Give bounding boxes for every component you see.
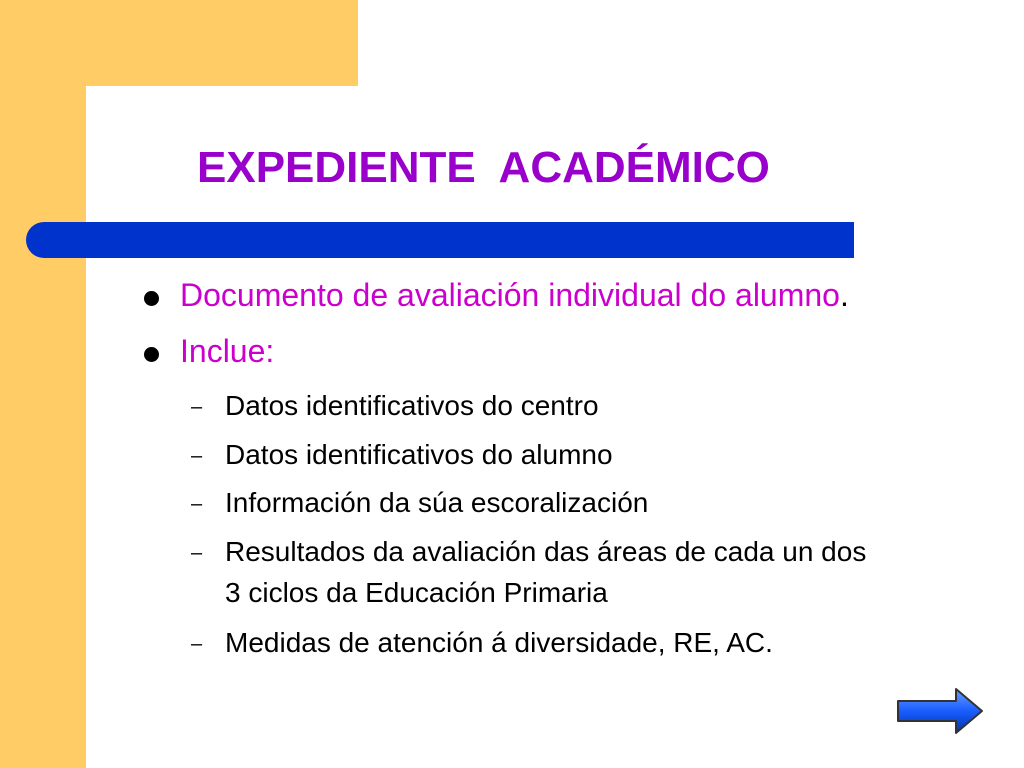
sub-item-3: Información da súa escoralización	[225, 487, 649, 518]
sub-item-5-text: Medidas de atención á diversidade, RE, AC	[225, 627, 766, 658]
bullet-dot	[144, 291, 159, 306]
sub-item-dash: –	[191, 542, 203, 564]
sub-item-4-line-1: Resultados da avaliación das áreas de cada un dos	[225, 536, 867, 567]
sub-item-dash: –	[191, 445, 203, 467]
bullet-item-2: Inclue:	[180, 333, 275, 369]
sub-item-dash: –	[191, 493, 203, 515]
bullet-dot	[144, 347, 159, 362]
right-arrow-icon	[896, 687, 984, 735]
bullet-item-1-text: Documento de avaliación individual do alumno	[180, 277, 840, 313]
bullet-item-1	[180, 276, 849, 314]
slide-title: EXPEDIENTE ACADÉMICO	[197, 143, 770, 192]
sub-item-5	[225, 626, 773, 660]
sub-item-1: Datos identificativos do centro	[225, 390, 599, 421]
sub-item-4-line-2: 3 ciclos da Educación Primaria	[225, 577, 608, 608]
top-accent-band	[0, 0, 358, 86]
sub-item-5-period: .	[765, 627, 773, 658]
sub-item-2: Datos identificativos do alumno	[225, 439, 613, 470]
bullet-item-1-period: .	[839, 277, 849, 313]
sub-item-dash: –	[191, 633, 203, 655]
sub-item-dash: –	[191, 396, 203, 418]
left-accent-band	[0, 0, 86, 768]
next-slide-button[interactable]	[896, 687, 984, 735]
title-underline-bar	[26, 222, 854, 258]
